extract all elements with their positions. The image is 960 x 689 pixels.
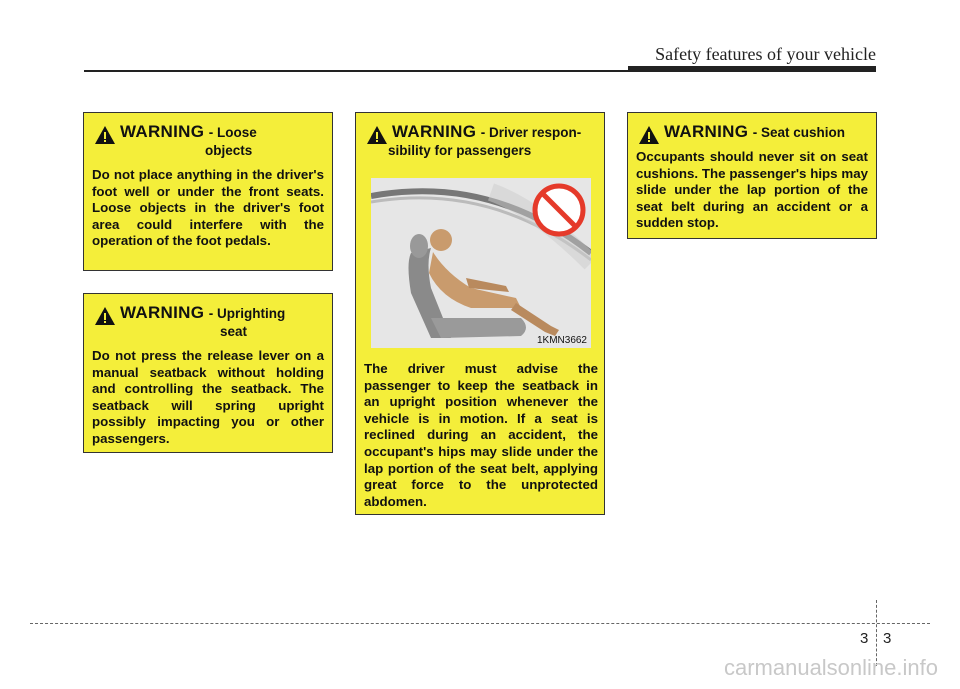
image-code: 1KMN3662 xyxy=(536,335,587,346)
warning-box-loose-objects xyxy=(83,112,333,271)
warning-subtitle: - Seat cushion xyxy=(752,125,845,140)
warning-triangle-icon xyxy=(638,125,660,145)
warning-word: WARNING xyxy=(392,122,477,141)
warning-subtitle-cont: sibility for passengers xyxy=(388,143,532,158)
warning-word: WARNING xyxy=(120,122,205,141)
reclined-occupant-image xyxy=(371,178,591,348)
warning-heading xyxy=(84,123,332,160)
warning-subtitle: - Loose xyxy=(208,125,257,140)
warning-heading xyxy=(84,304,332,341)
warning-body: Occupants should never sit on seat cushions. The passenger's hips may slide under the lap portion of the seat belt during an accident or a sudden stop. xyxy=(636,149,868,231)
warning-subtitle-cont: seat xyxy=(220,324,248,339)
warning-word: WARNING xyxy=(120,303,205,322)
watermark: carmanualsonline.info xyxy=(723,655,938,680)
header-title: Safety features of your vehicle xyxy=(655,44,876,64)
warning-heading xyxy=(356,123,604,160)
warning-triangle-icon xyxy=(366,125,388,145)
warning-triangle-icon xyxy=(94,306,116,326)
prohibited-sign-icon xyxy=(535,186,583,234)
section-number: 3 xyxy=(860,630,869,647)
warning-word: WARNING xyxy=(664,122,749,141)
page-number: 3 xyxy=(883,630,892,647)
reclined-seat-illustration xyxy=(371,178,591,348)
warning-subtitle-cont: objects xyxy=(205,143,253,158)
warning-body: Do not press the release lever on a manual seatback without holding and controlling the seatback. The seatback will spring upright possibly impacting you or other passengers. xyxy=(92,348,324,446)
warning-box-uprighting-seat xyxy=(83,293,333,453)
warning-subtitle: - Driver respon- xyxy=(480,125,582,140)
footer-rule xyxy=(30,623,930,624)
warning-box-seat-cushion xyxy=(627,112,877,239)
warning-box-driver-responsibility xyxy=(355,112,605,515)
warning-triangle-icon xyxy=(94,125,116,145)
warning-body: Do not place anything in the driver's foot well or under the front seats. Loose objects in the driver's foot area could interfere with the operation of the foot pedals. xyxy=(92,167,324,249)
header-rule-accent xyxy=(628,66,876,72)
warning-heading xyxy=(628,123,876,142)
warning-subtitle: - Uprighting xyxy=(208,306,286,321)
warning-body: The driver must advise the passenger to keep the seatback in an upright position whenever the vehicle is in motion. If a seat is reclined during an accident, the occupant's hips may slide under the lap portion of the seat belt, applying great force to the unprotected abdomen. xyxy=(364,361,598,509)
